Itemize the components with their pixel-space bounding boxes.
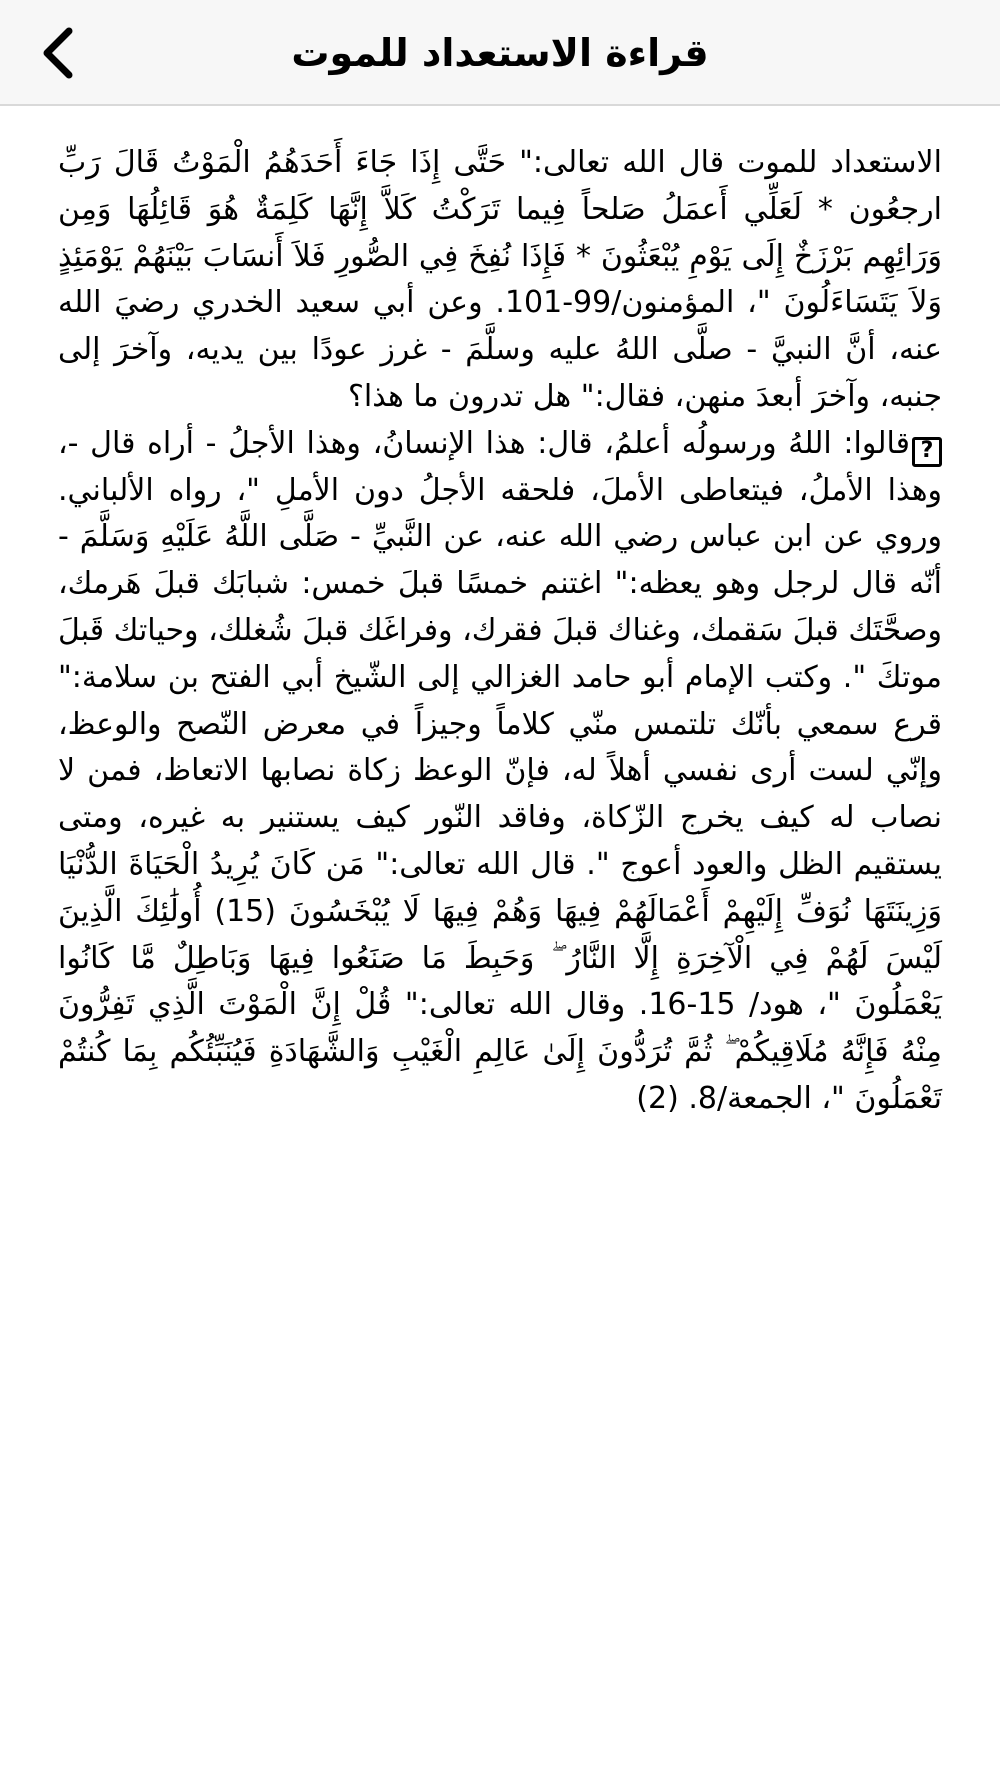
article-body [58,140,942,1123]
back-button[interactable] [22,18,92,88]
chevron-left-icon [37,25,77,81]
article-paragraph: الاستعداد للموت قال الله تعالى:" حَتَّى إِذَا جَاءَ أَحَدَهُمُ الْمَوْتُ قَالَ رَبِّ ارجعُون * لَعَلِّي أَعمَلُ صَلحاً فِيما تَرَكْتُ كَلاَّ إِنَّهَا كَلِمَةٌ هُوَ قَائِلُهَا وَمِن وَرَائِهِم بَرْزَخٌ إِلَى يَوْمِ يُبْعَثُونَ * فَإِذَا نُفِخَ فِي الصُّورِ فَلاَ أَنسَابَ بَيْنَهُمْ يَوْمَئِذٍ وَلاَ يَتَسَاءَلُونَ "، المؤمنون/99-101. وعن أبي سعيد الخدري رضيَ الله عنه، أنَّ النبيَّ - صلَّى اللهُ عليه وسلَّمَ - غرز عودًا بين يديه، وآخرَ إلى جنبه، وآخرَ أبعدَ منهن، فقال:" هل تدرون ما هذا؟ [58,145,942,414]
missing-glyph-icon: ? [912,437,942,467]
page-title: قراءة الاستعداد للموت [291,31,709,75]
article-paragraph [58,421,942,1123]
article-paragraph-text: قالوا: اللهُ ورسولُه أعلمُ، قال: هذا الإنسانُ، وهذا الأجلُ - أراه قال -، وهذا الأملُ، فيتعاطى الأملَ، فلحقه الأجلُ دون الأملِ "، رواه الألباني. وروي عن ابن عباس رضي الله عنه، عن النَّبيِّ - صَلَّى اللَّهُ عَلَيْهِ وَسَلَّمَ - أنّه قال لرجل وهو يعظه:" اغتنم خمسًا قبلَ خمس: شبابَك قبلَ هَرمك، وصحَّتَك قبلَ سَقمك، وغناك قبلَ فقرك، وفراغَك قبلَ شُغلك، وحياتك قَبلَ موتكَ ". وكتب الإمام أبو حامد الغزالي إلى الشّيخ أبي الفتح بن سلامة:" قرع سمعي بأنّك تلتمس منّي كلاماً وجيزاً في معرض النّصح والوعظ، وإنّي لست أرى نفسي أهلاً له، فإنّ الوعظ زكاة نصابها الاتعاظ، فمن لا نصاب له كيف يخرج الزّكاة، وفاقد النّور كيف يستنير به غيره، ومتى يستقيم الظل والعود أعوج ". قال الله تعالى:" مَن كَانَ يُرِيدُ الْحَيَاةَ الدُّنْيَا وَزِينَتَهَا نُوَفِّ إِلَيْهِمْ أَعْمَالَهُمْ فِيهَا وَهُمْ فِيهَا لَا يُبْخَسُونَ (15) أُولَٰئِكَ الَّذِينَ لَيْسَ لَهُمْ فِي الْآخِرَةِ إِلَّا النَّارُ ۖ وَحَبِطَ مَا صَنَعُوا فِيهَا وَبَاطِلٌ مَّا كَانُوا يَعْمَلُونَ "، هود/ 15-16. وقال الله تعالى:" قُلْ إِنَّ الْمَوْتَ الَّذِي تَفِرُّونَ مِنْهُ فَإِنَّهُ مُلَاقِيكُمْ ۖ ثُمَّ تُرَدُّونَ إِلَىٰ عَالِمِ الْغَيْبِ وَالشَّهَادَةِ فَيُنَبِّئُكُم بِمَا كُنتُمْ تَعْمَلُونَ "، الجمعة/8. (2) [58,425,942,1116]
navigation-bar [0,0,1000,106]
